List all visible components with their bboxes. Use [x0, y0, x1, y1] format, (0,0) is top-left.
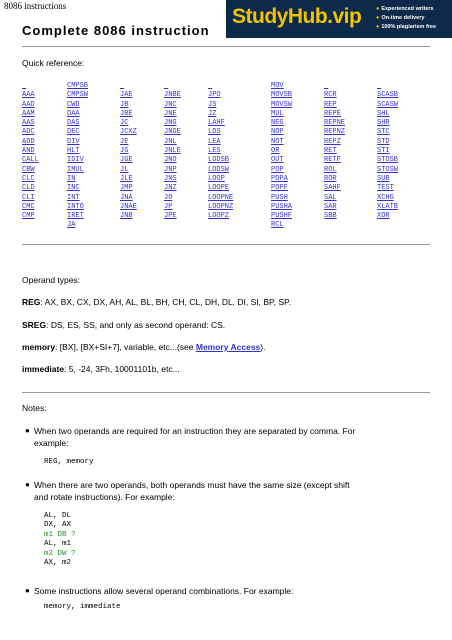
code-block	[44, 512, 76, 568]
instruction-link[interactable]: REPNE	[324, 119, 346, 128]
instruction-link[interactable]: JMP	[120, 184, 133, 193]
instruction-link[interactable]: LOOPE	[208, 184, 230, 193]
ad-banner[interactable]	[226, 0, 452, 38]
bullet-icon: ●	[25, 426, 30, 435]
instruction-link[interactable]: JNBE	[164, 91, 181, 100]
instruction-link[interactable]: CBW	[22, 165, 35, 174]
empty-cell	[377, 82, 398, 91]
instruction-link[interactable]: SCASW	[377, 100, 399, 109]
sreg-line: SREG: DS, ES, SS, and only as second operand: CS.	[22, 320, 226, 330]
code-line: DX, AX	[44, 521, 72, 530]
divider	[22, 392, 430, 393]
instruction-column	[22, 82, 39, 221]
instruction-link[interactable]: LODSW	[208, 165, 230, 174]
instruction-link[interactable]: CLD	[22, 184, 35, 193]
instruction-link[interactable]: REPNZ	[324, 128, 346, 137]
instruction-link[interactable]: MOVSB	[271, 91, 293, 100]
instruction-column	[120, 82, 137, 221]
code-line: memory, immediate	[44, 603, 121, 611]
instruction-link[interactable]: JL	[120, 165, 129, 174]
code-line: AX, m2	[44, 559, 72, 568]
instruction-link[interactable]: STC	[377, 128, 390, 137]
instruction-link[interactable]: AAD	[22, 100, 35, 109]
instruction-column	[271, 82, 292, 231]
note-item: ● Some instructions allow several operand combinations. For example:	[25, 586, 294, 596]
instruction-column	[164, 82, 181, 221]
instruction-link[interactable]: JNS	[164, 174, 177, 183]
instruction-link[interactable]: RET	[324, 147, 337, 156]
instruction-link[interactable]: JPO	[208, 91, 221, 100]
instruction-link[interactable]: MOV	[271, 82, 284, 90]
instruction-link[interactable]: JB	[120, 100, 129, 109]
memory-line: memory: [BX], [BX+SI+7], variable, etc...(see Memory Access).	[22, 342, 266, 352]
instruction-link[interactable]: DIV	[67, 137, 80, 146]
instruction-link[interactable]: LEA	[208, 137, 221, 146]
instruction-link[interactable]: JCXZ	[120, 128, 137, 137]
code-block	[44, 458, 94, 467]
instruction-link[interactable]: SCASB	[377, 91, 399, 100]
instruction-link[interactable]: JS	[208, 100, 217, 109]
reg-line: REG: AX, BX, CX, DX, AH, AL, BL, BH, CH, CL, DH, DL, DI, SI, BP, SP.	[22, 297, 291, 307]
instruction-link[interactable]: AND	[22, 147, 35, 156]
instruction-link[interactable]: STOSB	[377, 156, 399, 165]
instruction-link[interactable]: POP	[271, 165, 284, 174]
instruction-link[interactable]: JGE	[120, 156, 133, 165]
instruction-link[interactable]: JNE	[164, 109, 177, 118]
instruction-link[interactable]: OR	[271, 147, 280, 156]
instruction-link[interactable]: JP	[164, 202, 173, 211]
instruction-link[interactable]: DAS	[67, 119, 80, 128]
instruction-link[interactable]: JNP	[164, 165, 177, 174]
instruction-link[interactable]: REP	[324, 100, 337, 109]
instruction-link[interactable]: CLC	[22, 174, 35, 183]
instruction-link[interactable]: JE	[120, 137, 129, 146]
instruction-link[interactable]: LDS	[208, 128, 221, 137]
instruction-link[interactable]: INTO	[67, 202, 84, 211]
instruction-link[interactable]: IN	[67, 174, 76, 183]
instruction-link[interactable]: AAM	[22, 109, 35, 118]
instruction-link[interactable]: CMC	[22, 202, 35, 211]
divider	[22, 244, 430, 245]
instruction-link[interactable]: PUSHF	[271, 212, 293, 221]
notes-label: Notes:	[22, 403, 47, 413]
instruction-link[interactable]: JNB	[120, 212, 133, 221]
instruction-column	[324, 82, 345, 221]
note-item: ● When there are two operands, both operands must have the same size (except shift and rotate instructions). For example:	[25, 480, 350, 502]
instruction-link[interactable]: RCR	[324, 91, 337, 100]
page-header: 8086 instructions	[4, 1, 67, 11]
instruction-link[interactable]: AAS	[22, 119, 35, 128]
instruction-link[interactable]: JBE	[120, 109, 133, 118]
instruction-link[interactable]: NOP	[271, 128, 284, 137]
instruction-link[interactable]: POPA	[271, 174, 288, 183]
check-icon: ●	[376, 24, 380, 30]
instruction-link[interactable]: JNZ	[164, 184, 177, 193]
operand-types-label: Operand types:	[22, 275, 81, 285]
bullet-icon: ●	[25, 480, 30, 489]
instruction-link[interactable]: IDIV	[67, 156, 84, 165]
instruction-link[interactable]: JNC	[164, 100, 177, 109]
instruction-link[interactable]: NEG	[271, 119, 284, 128]
instruction-link[interactable]: SAHF	[324, 184, 341, 193]
page-title: Complete 8086 instruction	[22, 23, 210, 38]
empty-cell	[324, 82, 345, 91]
empty-cell	[22, 82, 39, 91]
instruction-link[interactable]: JNL	[164, 137, 177, 146]
instruction-link[interactable]: SBB	[324, 212, 337, 221]
instruction-link[interactable]: CALL	[22, 156, 39, 165]
instruction-link[interactable]: STD	[377, 137, 390, 146]
instruction-link[interactable]: STI	[377, 147, 390, 156]
banner-bullet: ● On-time delivery	[376, 15, 425, 21]
instruction-link[interactable]: STOSW	[377, 165, 399, 174]
instruction-link[interactable]: IRET	[67, 212, 84, 221]
instruction-link[interactable]: LES	[208, 147, 221, 156]
instruction-link[interactable]: JNA	[120, 193, 133, 202]
instruction-link[interactable]: ADC	[22, 128, 35, 137]
instruction-link[interactable]: CMPSW	[67, 91, 89, 100]
instruction-link[interactable]: DEC	[67, 128, 80, 137]
instruction-column	[67, 82, 88, 231]
instruction-link[interactable]: JNLE	[164, 147, 181, 156]
instruction-link[interactable]: JNO	[164, 156, 177, 165]
instruction-link[interactable]: CLI	[22, 193, 35, 202]
instruction-link[interactable]: JNAE	[120, 202, 137, 211]
instruction-link[interactable]: CWD	[67, 100, 80, 109]
note-item: ● When two operands are required for an instruction they are separated by comma. For example:	[25, 426, 356, 448]
instruction-link[interactable]: AAA	[22, 91, 35, 100]
instruction-link[interactable]: IMUL	[67, 165, 84, 174]
empty-cell	[164, 82, 181, 91]
instruction-link[interactable]: CMPSB	[67, 82, 89, 90]
instruction-link[interactable]: JC	[120, 119, 129, 128]
instruction-link[interactable]: ROR	[324, 174, 337, 183]
instruction-link[interactable]: JNGE	[164, 128, 181, 137]
instruction-link[interactable]: LOOP	[208, 174, 225, 183]
code-block	[44, 603, 121, 612]
empty-cell	[208, 82, 233, 91]
instruction-link[interactable]: JO	[164, 193, 173, 202]
instruction-link[interactable]: RETF	[324, 156, 341, 165]
instruction-link[interactable]: LAHF	[208, 119, 225, 128]
immediate-line: immediate: 5, -24, 3Fh, 10001101b, etc...	[22, 364, 180, 374]
instruction-link[interactable]: XOR	[377, 212, 390, 221]
instruction-link[interactable]: JG	[120, 147, 129, 156]
instruction-link[interactable]: PUSH	[271, 193, 288, 202]
instruction-link[interactable]: SHL	[377, 109, 390, 118]
instruction-link[interactable]: MUL	[271, 109, 284, 118]
code-line: REG, memory	[44, 458, 94, 466]
instruction-link[interactable]: RCL	[271, 221, 284, 230]
check-icon: ●	[376, 15, 380, 21]
studyhub-logo: StudyHub.vip	[232, 5, 362, 28]
instruction-link[interactable]: LOOPNE	[208, 193, 234, 202]
instruction-link[interactable]: REPZ	[324, 137, 341, 146]
code-line: m2 DW ?	[44, 549, 76, 558]
instruction-link[interactable]: LOOPZ	[208, 212, 230, 221]
instruction-link[interactable]: PUSHA	[271, 202, 293, 211]
bullet-icon: ●	[25, 586, 30, 595]
check-icon: ●	[376, 6, 380, 12]
instruction-link[interactable]: HLT	[67, 147, 80, 156]
instruction-link[interactable]: XLATB	[377, 202, 399, 211]
instruction-link[interactable]: DAA	[67, 109, 80, 118]
instruction-link[interactable]: CMP	[22, 212, 35, 221]
instruction-column	[208, 82, 233, 221]
instruction-link[interactable]: JZ	[208, 109, 217, 118]
code-line: m1 DB ?	[44, 530, 76, 539]
instruction-link[interactable]: XCHG	[377, 193, 394, 202]
instruction-link[interactable]: LOOPNZ	[208, 202, 234, 211]
instruction-link[interactable]: JLE	[120, 174, 133, 183]
code-line: AL, m1	[44, 540, 72, 549]
banner-bullet: ● 100% plagiarism free	[376, 24, 437, 30]
instruction-link[interactable]: ROL	[324, 165, 337, 174]
banner-bullet: ● Experienced writers	[376, 6, 434, 12]
instruction-link[interactable]: REPE	[324, 109, 341, 118]
empty-cell	[120, 82, 137, 91]
code-line: AL, DL	[44, 512, 72, 520]
instruction-column	[377, 82, 398, 221]
memory-access-link[interactable]: Memory Access	[195, 342, 261, 352]
instruction-link[interactable]: SUB	[377, 174, 390, 183]
instruction-link[interactable]: JNG	[164, 119, 177, 128]
instruction-link[interactable]: INC	[67, 184, 80, 193]
instruction-link[interactable]: NOT	[271, 137, 284, 146]
instruction-link[interactable]: INT	[67, 193, 80, 202]
instruction-link[interactable]: LODSB	[208, 156, 230, 165]
instruction-link[interactable]: JA	[67, 221, 76, 230]
instruction-link[interactable]: TEST	[377, 184, 394, 193]
instruction-link[interactable]: JAE	[120, 91, 133, 100]
instruction-link[interactable]: POPF	[271, 184, 288, 193]
instruction-link[interactable]: SAR	[324, 202, 337, 211]
instruction-link[interactable]: MOVSW	[271, 100, 293, 109]
instruction-link[interactable]: SHR	[377, 119, 390, 128]
instruction-link[interactable]: JPE	[164, 212, 177, 221]
instruction-link[interactable]: OUT	[271, 156, 284, 165]
quick-reference-label: Quick reference:	[22, 58, 85, 68]
instruction-link[interactable]: ADD	[22, 137, 35, 146]
instruction-link[interactable]: SAL	[324, 193, 337, 202]
banner-bullets	[376, 5, 436, 32]
divider	[22, 46, 430, 47]
